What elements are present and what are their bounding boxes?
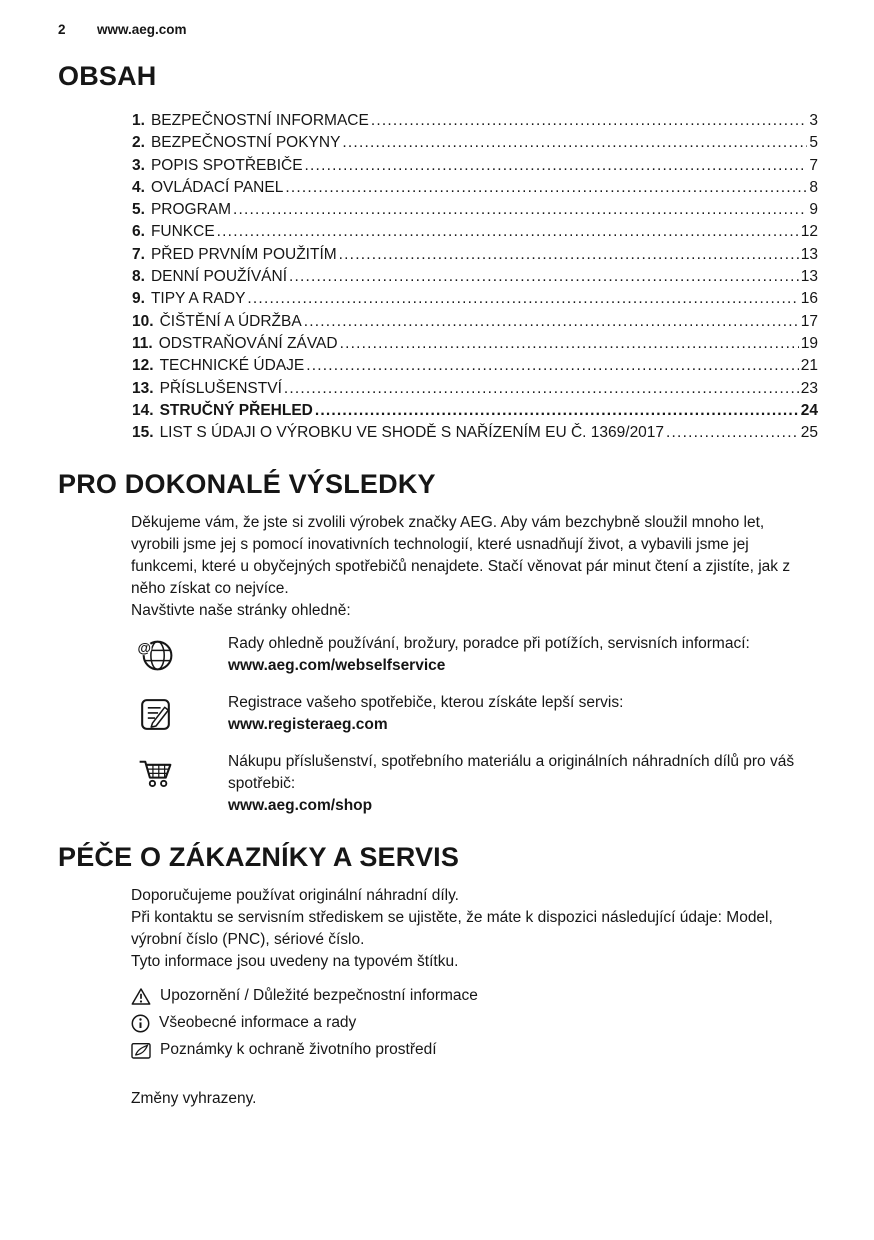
toc-dot-leader	[306, 355, 799, 377]
toc-dot-leader	[304, 311, 799, 333]
site-url: www.aeg.com	[97, 22, 187, 37]
toc-entry-page: 9	[809, 201, 818, 219]
resource-register	[131, 692, 807, 736]
resource-text: Registrace vašeho spotřebiče, kterou získáte lepší servis:	[228, 694, 624, 712]
resource-text: Nákupu příslušenství, spotřebního materiálu a originálních náhradních dílů pro váš spotřebič:	[228, 753, 795, 793]
toc-entry	[132, 244, 818, 266]
toc-entry-label: TECHNICKÉ ÚDAJE	[159, 357, 305, 375]
toc-dot-leader	[284, 378, 799, 400]
toc-entry-label: BEZPEČNOSTNÍ INFORMACE	[150, 112, 369, 129]
changes-reserved-note: Změny vyhrazeny.	[131, 1090, 257, 1108]
customer-care-paragraph: Tyto informace jsou uvedeny na typovém štítku.	[131, 953, 459, 971]
toc-entry-page: 7	[809, 156, 818, 174]
toc-entry-number: 1.	[132, 112, 145, 129]
resource-webselfservice	[131, 633, 807, 677]
toc-dot-leader	[371, 110, 808, 132]
toc-entry	[132, 333, 818, 355]
resource-list	[131, 633, 807, 817]
toc-dot-leader	[342, 132, 807, 154]
customer-care-paragraph: Doporučujeme používat originální náhradní díly.	[131, 887, 459, 905]
toc-dot-leader	[217, 221, 799, 243]
toc-entry-label: DENNÍ POUŽÍVÁNÍ	[150, 268, 288, 286]
warning-triangle-icon	[131, 987, 151, 1006]
toc-entry	[132, 110, 818, 132]
toc-entry-number: 13.	[132, 379, 154, 397]
toc-dot-leader	[315, 400, 799, 422]
toc-entry	[132, 400, 818, 422]
resource-shop	[131, 751, 807, 817]
toc-entry-page: 24	[800, 401, 818, 419]
toc-dot-leader	[285, 177, 807, 199]
toc-list	[132, 110, 818, 444]
toc-entry-page: 19	[800, 334, 818, 352]
resource-link[interactable]: www.aeg.com/webselfservice	[228, 657, 446, 675]
toc-entry-number: 12.	[132, 357, 154, 375]
toc-entry	[132, 132, 818, 154]
toc-entry-page: 12	[800, 223, 818, 241]
toc-entry-label: STRUČNÝ PŘEHLED	[159, 401, 313, 419]
environment-icon	[131, 1041, 151, 1060]
toc-entry	[132, 378, 818, 400]
note-info	[131, 1013, 807, 1033]
toc-entry-number: 6.	[132, 223, 145, 241]
toc-entry-page: 25	[800, 424, 818, 442]
intro-paragraph: Děkujeme vám, že jste si zvolili výrobek značky AEG. Aby vám bezchybně sloužil mnoho let, vyrobili jsme jej s pomocí inovativních technologií, které usnadňují život, a vybavili jsme jej funkcemi, které u obyčejných spotřebičů nenajdete. Stačí věnovat pár minut čtení a zjistíte, jak z něho získat co nejvíce.	[131, 514, 791, 598]
toc-entry	[132, 221, 818, 243]
resource-link[interactable]: www.aeg.com/shop	[228, 797, 373, 815]
toc-entry-label: PROGRAM	[150, 201, 232, 219]
toc-entry	[132, 266, 818, 288]
toc-entry	[132, 311, 818, 333]
toc-entry-number: 7.	[132, 245, 145, 263]
visit-line: Navštivte naše stránky ohledně:	[131, 602, 351, 620]
toc-entry-label: PŘÍSLUŠENSTVÍ	[159, 379, 282, 397]
toc-entry-number: 14.	[132, 401, 154, 419]
toc-entry	[132, 355, 818, 377]
toc-entry-label: FUNKCE	[150, 223, 215, 241]
toc-entry-number: 10.	[132, 312, 154, 330]
toc-dot-leader	[305, 155, 808, 177]
toc-entry-page: 16	[800, 290, 818, 308]
toc-dot-leader	[289, 266, 799, 288]
toc-entry	[132, 155, 818, 177]
toc-entry-label: ČIŠTĚNÍ A ÚDRŽBA	[159, 312, 302, 330]
toc-entry-label: BEZPEČNOSTNÍ POKYNY	[150, 134, 341, 152]
toc-entry-page: 8	[809, 178, 818, 196]
toc-dot-leader	[339, 244, 799, 266]
svg-text:@: @	[137, 639, 151, 656]
toc-entry-label: ODSTRAŇOVÁNÍ ZÁVAD	[158, 334, 338, 352]
running-header	[58, 22, 818, 37]
toc-entry	[132, 199, 818, 221]
toc-entry-number: 9.	[132, 290, 145, 308]
toc-entry	[132, 177, 818, 199]
toc-entry-page: 17	[800, 312, 818, 330]
toc-title: OBSAH	[58, 61, 157, 91]
toc-entry-number: 11.	[132, 334, 153, 352]
note-text: Upozornění / Důležité bezpečnostní informace	[160, 987, 478, 1005]
resource-link[interactable]: www.registeraeg.com	[228, 716, 388, 734]
toc-entry-page: 13	[800, 268, 818, 286]
toc-entry	[132, 422, 818, 444]
resource-text: Rady ohledně používání, brožury, poradce při potížích, servisních informací:	[228, 635, 750, 653]
note-environment	[131, 1040, 807, 1060]
toc-entry-number: 5.	[132, 201, 145, 219]
register-document-icon	[135, 694, 228, 735]
note-warning	[131, 986, 807, 1006]
shopping-cart-icon	[135, 753, 228, 794]
page-number: 2	[58, 22, 66, 37]
toc-entry-label: LIST S ÚDAJI O VÝROBKU VE SHODĚ S NAŘÍZENÍM EU Č. 1369/2017	[159, 424, 665, 442]
toc-dot-leader	[247, 288, 798, 310]
toc-entry-number: 2.	[132, 134, 145, 152]
toc-entry-label: POPIS SPOTŘEBIČE	[150, 156, 303, 174]
toc-entry-page: 3	[809, 112, 818, 129]
globe-web-icon	[135, 635, 228, 676]
legend-notes	[131, 986, 807, 1060]
toc-entry-number: 15.	[132, 424, 154, 442]
toc-entry-label: OVLÁDACÍ PANEL	[150, 178, 284, 196]
toc-entry-label: TIPY A RADY	[150, 290, 246, 308]
info-icon	[131, 1014, 150, 1033]
toc-entry-page: 13	[800, 245, 818, 263]
customer-care-paragraph: Při kontaktu se servisním střediskem se ujistěte, že máte k dispozici následující údaje: Model, výrobní číslo (PNC), sériové číslo.	[131, 909, 773, 949]
note-text: Všeobecné informace a rady	[159, 1014, 357, 1032]
note-text: Poznámky k ochraně životního prostředí	[160, 1041, 437, 1059]
toc-dot-leader	[233, 199, 807, 221]
section-title-customer-care: PÉČE O ZÁKAZNÍKY A SERVIS	[58, 842, 460, 873]
section-title-perfect-results: PRO DOKONALÉ VÝSLEDKY	[58, 469, 436, 500]
toc-entry-page: 23	[800, 379, 818, 397]
toc-entry	[132, 288, 818, 310]
toc-entry-number: 4.	[132, 178, 145, 196]
toc-entry-label: PŘED PRVNÍM POUŽITÍM	[150, 245, 337, 263]
toc-entry-page: 5	[809, 134, 818, 152]
toc-entry-page: 21	[800, 357, 818, 375]
toc-dot-leader	[666, 422, 799, 444]
toc-dot-leader	[340, 333, 799, 355]
toc-entry-number: 3.	[132, 156, 145, 174]
toc-entry-number: 8.	[132, 268, 145, 286]
